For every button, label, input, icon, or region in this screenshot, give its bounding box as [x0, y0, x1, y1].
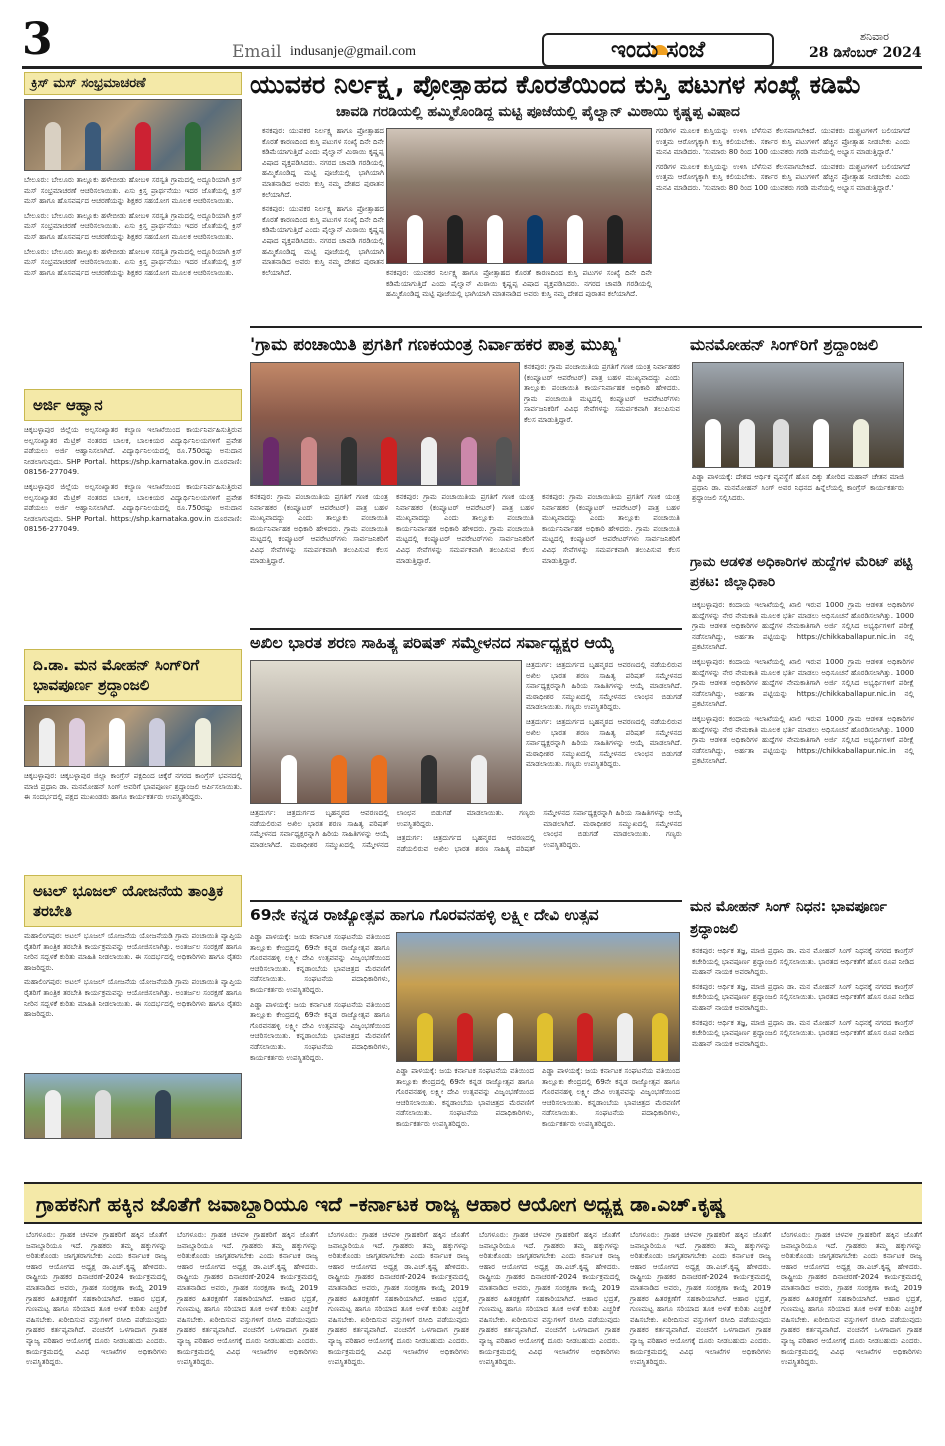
paper-logo — [542, 33, 774, 67]
nidhana-text: ಕನಕಪುರ: ಆರ್ಥಿಕ ತಜ್ಞ, ಮಾಜಿ ಪ್ರಧಾನಿ ಡಾ. ಮನ ಮೋಹನ್ ಸಿಂಗ್ ನಿಧನಕ್ಕೆ ನಗರದ ಕಾಂಗ್ರೆಸ್ ಕಚೇರಿಯಲ್ಲಿ ಭಾವಪೂರ್ಣ ಶ್ರದ್ಧಾಂಜಲಿ ಸಲ್ಲಿಸಲಾಯಿತು. ಭಾರತದ ಆರ್ಥಿಕತೆಗೆ ಹೊಸ ರೂಪ ನೀಡಿದ ಮಹಾನ್ ನಾಯಕ ಅವರಾಗಿದ್ದರು. ಕನಕಪುರ: ಆರ್ಥಿಕ ತಜ್ಞ, ಮಾಜಿ ಪ್ರಧಾನಿ ಡಾ. ಮನ ಮೋಹನ್ ಸಿಂಗ್ ನಿಧನಕ್ಕೆ ನಗರದ ಕಾಂಗ್ರೆಸ್ ಕಚೇರಿಯಲ್ಲಿ ಭಾವಪೂರ್ಣ ಶ್ರದ್ಧಾಂಜಲಿ ಸಲ್ಲಿಸಲಾಯಿತು. ಭಾರತದ ಆರ್ಥಿಕತೆಗೆ ಹೊಸ ರೂಪ ನೀಡಿದ ಮಹಾನ್ ನಾಯಕ ಅವರಾಗಿದ್ದರು. ಕನಕಪುರ: ಆರ್ಥಿಕ ತಜ್ಞ, ಮಾಜಿ ಪ್ರಧಾನಿ ಡಾ. ಮನ ಮೋಹನ್ ಸಿಂಗ್ ನಿಧನಕ್ಕೆ ನಗರದ ಕಾಂಗ್ರೆಸ್ ಕಚೇರಿಯಲ್ಲಿ ಭಾವಪೂರ್ಣ ಶ್ರದ್ಧಾಂಜಲಿ ಸಲ್ಲಿಸಲಾಯಿತು. ಭಾರತದ ಆರ್ಥಿಕತೆಗೆ ಹೊಸ ರೂಪ ನೀಡಿದ ಮಹಾನ್ ನಾಯಕ ಅವರಾಗಿದ್ದರು. — [692, 946, 914, 1048]
lead-subheadline: ಚಾವಡಿ ಗರಡಿಯಲ್ಲಿ ಹಮ್ಮಿಕೊಂಡಿದ್ದ ಮಟ್ಟಿ ಪೂಜೆಯಲ್ಲಿ ಪೈಲ್ವಾನ್ ಮಿಠಾಯಿ ಕೃಷ್ಣಪ್ಪ ವಿಷಾದ — [336, 104, 740, 120]
nidhana-headline: ಮನ ಮೋಹನ್ ಸಿಂಗ್ ನಿಧನ: ಭಾವಪೂರ್ಣ ಶ್ರದ್ಧಾಂಜಲಿ — [690, 899, 887, 937]
bottom-banner — [24, 1182, 922, 1224]
sharana-headline: ಅಖಿಲ ಭಾರತ ಶರಣ ಸಾಹಿತ್ಯ ಪರಿಷತ್ ಸಮ್ಮೇಳನದ ಸರ್ವಾಧ್ಯಕ್ಷರ ಆಯ್ಕೆ — [250, 633, 615, 652]
application-text: ಚಿಕ್ಕಬಳ್ಳಾಪುರ ಜಿಲ್ಲೆಯ ಅಲ್ಪಸಂಖ್ಯಾತರ ಕಲ್ಯಾಣ ಇಲಾಖೆಯಿಂದ ಕಾರ್ಯನಿರ್ವಹಿಸುತ್ತಿರುವ ಅಲ್ಪಸಂಖ್ಯಾತರ ಮೆಟ್ರಿಕ್ ನಂತರದ ಬಾಲಕ, ಬಾಲಕಿಯರ ವಿದ್ಯಾರ್ಥಿನಿಲಯಗಳಿಗೆ ಪ್ರವೇಶ ಪಡೆಯಲು ಅರ್ಜಿ ಆಹ್ವಾನಿಸಲಾಗಿದೆ. ವಿದ್ಯಾರ್ಥಿನಿಲಯದಲ್ಲಿ ರೂ.750ರಷ್ಟು ಅನುದಾನ ನೀಡಲಾಗುವುದು. SHP Portal. https://shp.karnataka.gov.in ದೂರವಾಣಿ: 08156-277049. ಚಿಕ್ಕಬಳ್ಳಾಪುರ ಜಿಲ್ಲೆಯ ಅಲ್ಪಸಂಖ್ಯಾತರ ಕಲ್ಯಾಣ ಇಲಾಖೆಯಿಂದ ಕಾರ್ಯನಿರ್ವಹಿಸುತ್ತಿರುವ ಅಲ್ಪಸಂಖ್ಯಾತರ ಮೆಟ್ರಿಕ್ ನಂತರದ ಬಾಲಕ, ಬಾಲಕಿಯರ ವಿದ್ಯಾರ್ಥಿನಿಲಯಗಳಿಗೆ ಪ್ರವೇಶ ಪಡೆಯಲು ಅರ್ಜಿ ಆಹ್ವಾನಿಸಲಾಗಿದೆ. ವಿದ್ಯಾರ್ಥಿನಿಲಯದಲ್ಲಿ ರೂ.750ರಷ್ಟು ಅನುದಾನ ನೀಡಲಾಗುವುದು. SHP Portal. https://shp.karnataka.gov.in ದೂರವಾಣಿ: 08156-277049. — [24, 425, 242, 534]
issue-date: 28 ಡಿಸೆಂಬರ್ 2024 — [809, 45, 922, 61]
atal-text: ಮಹಾಲಿಂಗಪುರ: ಅಟಲ್ ಭೂಜಲ್ ಯೋಜನೆಯ ಯೋಜನೆಯಡಿ ಗ್ರಾಮ ಪಂಚಾಯಿತಿ ವ್ಯಾಪ್ತಿಯ ರೈತರಿಗೆ ತಾಂತ್ರಿಕ ತರಬೇತಿ ಕಾರ್ಯಕ್ರಮವನ್ನು ಆಯೋಜಿಸಲಾಗಿತ್ತು. ಅಂತರ್ಜಲ ಸಂರಕ್ಷಣೆ ಹಾಗೂ ನೀರಿನ ಸದ್ಬಳಕೆ ಕುರಿತು ಮಾಹಿತಿ ನೀಡಲಾಯಿತು. ಈ ಸಂದರ್ಭದಲ್ಲಿ ಅಧಿಕಾರಿಗಳು ಹಾಗೂ ರೈತರು ಹಾಜರಿದ್ದರು. ಮಹಾಲಿಂಗಪುರ: ಅಟಲ್ ಭೂಜಲ್ ಯೋಜನೆಯ ಯೋಜನೆಯಡಿ ಗ್ರಾಮ ಪಂಚಾಯಿತಿ ವ್ಯಾಪ್ತಿಯ ರೈತರಿಗೆ ತಾಂತ್ರಿಕ ತರಬೇತಿ ಕಾರ್ಯಕ್ರಮವನ್ನು ಆಯೋಜಿಸಲಾಗಿತ್ತು. ಅಂತರ್ಜಲ ಸಂರಕ್ಷಣೆ ಹಾಗೂ ನೀರಿನ ಸದ್ಬಳಕೆ ಕುರಿತು ಮಾಹಿತಿ ನೀಡಲಾಯಿತು. ಈ ಸಂದರ್ಭದಲ್ಲಿ ಅಧಿಕಾರಿಗಳು ಹಾಗೂ ರೈತರು ಹಾಜರಿದ್ದರು. — [24, 931, 242, 1019]
sharana-text-bottom: ಚಿತ್ರದುರ್ಗ: ಚಿತ್ರದುರ್ಗದ ಬೃಹನ್ಮಠದ ಆವರಣದಲ್ಲಿ ನಡೆಯಲಿರುವ ಅಖಿಲ ಭಾರತ ಶರಣ ಸಾಹಿತ್ಯ ಪರಿಷತ್ ಸಮ್ಮೇಳನದ ಸರ್ವಾಧ್ಯಕ್ಷರನ್ನಾಗಿ ಹಿರಿಯ ಸಾಹಿತಿಗಳನ್ನು ಆಯ್ಕೆ ಮಾಡಲಾಗಿದೆ. ಮಠಾಧೀಶರ ಸಮ್ಮುಖದಲ್ಲಿ ಸಮ್ಮೇಳನದ ಲಾಂಛನ ಬಿಡುಗಡೆ ಮಾಡಲಾಯಿತು. ಗಣ್ಯರು ಉಪಸ್ಥಿತರಿದ್ದರು. ಚಿತ್ರದುರ್ಗ: ಚಿತ್ರದುರ್ಗದ ಬೃಹನ್ಮಠದ ಆವರಣದಲ್ಲಿ ನಡೆಯಲಿರುವ ಅಖಿಲ ಭಾರತ ಶರಣ ಸಾಹಿತ್ಯ ಪರಿಷತ್ ಸಮ್ಮೇಳನದ ಸರ್ವಾಧ್ಯಕ್ಷರನ್ನಾಗಿ ಹಿರಿಯ ಸಾಹಿತಿಗಳನ್ನು ಆಯ್ಕೆ ಮಾಡಲಾಗಿದೆ. ಮಠಾಧೀಶರ ಸಮ್ಮುಖದಲ್ಲಿ ಸಮ್ಮೇಳನದ ಲಾಂಛನ ಬಿಡುಗಡೆ ಮಾಡಲಾಯಿತು. ಗಣ್ಯರು ಉಪಸ್ಥಿತರಿದ್ದರು. — [250, 808, 682, 853]
lead-text-left: ಕನಕಪುರ: ಯುವಕರ ನಿರ್ಲಕ್ಷ್ಯ ಹಾಗೂ ಪ್ರೋತ್ಸಾಹದ ಕೊರತೆ ಕಾರಣದಿಂದ ಕುಸ್ತಿ ಪಟುಗಳ ಸಂಖ್ಯೆ ದಿನೇ ದಿನೇ ಕಡಿಮೆಯಾಗುತ್ತಿದೆ ಎಂದು ಪೈಲ್ವಾನ್ ಮಿಠಾಯಿ ಕೃಷ್ಣಪ್ಪ ವಿಷಾದ ವ್ಯಕ್ತಪಡಿಸಿದರು. ನಗರದ ಚಾವಡಿ ಗರಡಿಯಲ್ಲಿ ಹಮ್ಮಿಕೊಂಡಿದ್ದ ಮಟ್ಟಿ ಪೂಜೆಯಲ್ಲಿ ಭಾಗಿಯಾಗಿ ಮಾತನಾಡಿದ ಅವರು ಕುಸ್ತಿ ನಮ್ಮ ದೇಶದ ಪುರಾತನ ಕಲೆಯಾಗಿದೆ. ಕನಕಪುರ: ಯುವಕರ ನಿರ್ಲಕ್ಷ್ಯ ಹಾಗೂ ಪ್ರೋತ್ಸಾಹದ ಕೊರತೆ ಕಾರಣದಿಂದ ಕುಸ್ತಿ ಪಟುಗಳ ಸಂಖ್ಯೆ ದಿನೇ ದಿನೇ ಕಡಿಮೆಯಾಗುತ್ತಿದೆ ಎಂದು ಪೈಲ್ವಾನ್ ಮಿಠಾಯಿ ಕೃಷ್ಣಪ್ಪ ವಿಷಾದ ವ್ಯಕ್ತಪಡಿಸಿದರು. ನಗರದ ಚಾವಡಿ ಗರಡಿಯಲ್ಲಿ ಹಮ್ಮಿಕೊಂಡಿದ್ದ ಮಟ್ಟಿ ಪೂಜೆಯಲ್ಲಿ ಭಾಗಿಯಾಗಿ ಮಾತನಾಡಿದ ಅವರು ಕುಸ್ತಿ ನಮ್ಮ ದೇಶದ ಪುರಾತನ ಕಲೆಯಾಗಿದೆ. — [262, 126, 384, 277]
christmas-text: ಬೇಲೂರು: ಬೇಲೂರು ತಾಲ್ಲೂಕು ಹಳೇಬೀಡು ಹೋಬಳಿ ಸರಸ್ವತಿ ಗ್ರಾಮದಲ್ಲಿ ಅದ್ದೂರಿಯಾಗಿ ಕ್ರಿಸ್ ಮಸ್ ಸಂಭ್ರಮಾಚರಣೆ ಆಚರಿಸಲಾಯಿತು. ಏಸು ಕ್ರಿಸ್ತ ಪ್ರಾರ್ಥನೆಯು ಇದರ ಜೊತೆಯಲ್ಲಿ ಕ್ರಿಸ್ ಮಸ್ ಹಾಗೂ ಹೊಸವರ್ಷದ ಆಚರಣೆಯನ್ನು ಶಿಕ್ಷಕರ ಸಹಯೋಗ ಮೂಲಕ ಆಚರಿಸಲಾಯಿತು. ಬೇಲೂರು: ಬೇಲೂರು ತಾಲ್ಲೂಕು ಹಳೇಬೀಡು ಹೋಬಳಿ ಸರಸ್ವತಿ ಗ್ರಾಮದಲ್ಲಿ ಅದ್ದೂರಿಯಾಗಿ ಕ್ರಿಸ್ ಮಸ್ ಸಂಭ್ರಮಾಚರಣೆ ಆಚರಿಸಲಾಯಿತು. ಏಸು ಕ್ರಿಸ್ತ ಪ್ರಾರ್ಥನೆಯು ಇದರ ಜೊತೆಯಲ್ಲಿ ಕ್ರಿಸ್ ಮಸ್ ಹಾಗೂ ಹೊಸವರ್ಷದ ಆಚರಣೆಯನ್ನು ಶಿಕ್ಷಕರ ಸಹಯೋಗ ಮೂಲಕ ಆಚರಿಸಲಾಯಿತು. ಬೇಲೂರು: ಬೇಲೂರು ತಾಲ್ಲೂಕು ಹಳೇಬೀಡು ಹೋಬಳಿ ಸರಸ್ವತಿ ಗ್ರಾಮದಲ್ಲಿ ಅದ್ದೂರಿಯಾಗಿ ಕ್ರಿಸ್ ಮಸ್ ಸಂಭ್ರಮಾಚರಣೆ ಆಚರಿಸಲಾಯಿತು. ಏಸು ಕ್ರಿಸ್ತ ಪ್ರಾರ್ಥನೆಯು ಇದರ ಜೊತೆಯಲ್ಲಿ ಕ್ರಿಸ್ ಮಸ್ ಹಾಗೂ ಹೊಸವರ್ಷದ ಆಚರಣೆಯನ್ನು ಶಿಕ್ಷಕರ ಸಹಯೋಗ ಮೂಲಕ ಆಚರಿಸಲಾಯಿತು. — [24, 175, 242, 277]
rajyotsava-rule — [250, 900, 682, 902]
rajyotsava-headline: 69ನೇ ಕನ್ನಡ ರಾಜ್ಯೋತ್ಸವ ಹಾಗೂ ಗೊರವನಹಳ್ಳಿ ಲಕ್ಷ್ಮೀ ದೇವಿ ಉತ್ಸವ — [250, 906, 599, 924]
paper-name: ಇಂದು ಸಂಜೆ — [610, 37, 706, 63]
christmas-photo — [24, 99, 242, 171]
manmohan-headline: ಮನಮೋಹನ್ ಸಿಂಗ್‌ರಿಗೆ ಶ್ರದ್ಧಾಂಜಲಿ — [690, 335, 879, 354]
masthead — [0, 0, 945, 70]
bottom-headline: ಗ್ರಾಹಕನಿಗೆ ಹಕ್ಕಿನ ಜೊತೆಗೆ ಜವಾಬ್ದಾರಿಯೂ ಇದೆ –ಕರ್ನಾಟಕ ರಾಜ್ಯ ಆಹಾರ ಆಯೋಗ ಅಧ್ಯಕ್ಷ ಡಾ.ಎಚ್.ಕೃಷ್ಣ — [36, 1192, 726, 1216]
panchayat-photo — [250, 362, 520, 486]
sharana-rule — [250, 628, 682, 630]
application-title: ಅರ್ಜಿ ಆಹ್ವಾನ — [24, 389, 242, 421]
lead-text-bottom: ಕನಕಪುರ: ಯುವಕರ ನಿರ್ಲಕ್ಷ್ಯ ಹಾಗೂ ಪ್ರೋತ್ಸಾಹದ ಕೊರತೆ ಕಾರಣದಿಂದ ಕುಸ್ತಿ ಪಟುಗಳ ಸಂಖ್ಯೆ ದಿನೇ ದಿನೇ ಕಡಿಮೆಯಾಗುತ್ತಿದೆ ಎಂದು ಪೈಲ್ವಾನ್ ಮಿಠಾಯಿ ಕೃಷ್ಣಪ್ಪ ವಿಷಾದ ವ್ಯಕ್ತಪಡಿಸಿದರು. ನಗರದ ಚಾವಡಿ ಗರಡಿಯಲ್ಲಿ ಹಮ್ಮಿಕೊಂಡಿದ್ದ ಮಟ್ಟಿ ಪೂಜೆಯಲ್ಲಿ ಭಾಗಿಯಾಗಿ ಮಾತನಾಡಿದ ಅವರು ಕುಸ್ತಿ ನಮ್ಮ ದೇಶದ ಪುರಾತನ ಕಲೆಯಾಗಿದೆ. — [386, 268, 652, 299]
christmas-title: ಕ್ರಿಸ್ ಮಸ್ ಸಂಭ್ರಮಾಚರಣೆ — [24, 72, 242, 95]
sharana-text-right: ಚಿತ್ರದುರ್ಗ: ಚಿತ್ರದುರ್ಗದ ಬೃಹನ್ಮಠದ ಆವರಣದಲ್ಲಿ ನಡೆಯಲಿರುವ ಅಖಿಲ ಭಾರತ ಶರಣ ಸಾಹಿತ್ಯ ಪರಿಷತ್ ಸಮ್ಮೇಳನದ ಸರ್ವಾಧ್ಯಕ್ಷರನ್ನಾಗಿ ಹಿರಿಯ ಸಾಹಿತಿಗಳನ್ನು ಆಯ್ಕೆ ಮಾಡಲಾಗಿದೆ. ಮಠಾಧೀಶರ ಸಮ್ಮುಖದಲ್ಲಿ ಸಮ್ಮೇಳನದ ಲಾಂಛನ ಬಿಡುಗಡೆ ಮಾಡಲಾಯಿತು. ಗಣ್ಯರು ಉಪಸ್ಥಿತರಿದ್ದರು. ಚಿತ್ರದುರ್ಗ: ಚಿತ್ರದುರ್ಗದ ಬೃಹನ್ಮಠದ ಆವರಣದಲ್ಲಿ ನಡೆಯಲಿರುವ ಅಖಿಲ ಭಾರತ ಶರಣ ಸಾಹಿತ್ಯ ಪರಿಷತ್ ಸಮ್ಮೇಳನದ ಸರ್ವಾಧ್ಯಕ್ಷರನ್ನಾಗಿ ಹಿರಿಯ ಸಾಹಿತಿಗಳನ್ನು ಆಯ್ಕೆ ಮಾಡಲಾಗಿದೆ. ಮಠಾಧೀಶರ ಸಮ್ಮುಖದಲ್ಲಿ ಸಮ್ಮೇಳನದ ಲಾಂಛನ ಬಿಡುಗಡೆ ಮಾಡಲಾಯಿತು. ಗಣ್ಯರು ಉಪಸ್ಥಿತರಿದ್ದರು. — [526, 660, 682, 769]
tribute-photo — [24, 705, 242, 767]
rajyotsava-text-bottom: ಪಿಡ್ಡಾ ಪಾಳಯಕ್ಕೆ: ಜಯ ಕರ್ನಾಟಕ ಸಂಘಟನೆಯ ವತಿಯಿಂದ ತಾಲ್ಲೂಕು ಕೇಂದ್ರದಲ್ಲಿ 69ನೇ ಕನ್ನಡ ರಾಜ್ಯೋತ್ಸವ ಹಾಗೂ ಗೊರವನಹಳ್ಳಿ ಲಕ್ಷ್ಮೀ ದೇವಿ ಉತ್ಸವವನ್ನು ವಿಜೃಂಭಣೆಯಿಂದ ಆಚರಿಸಲಾಯಿತು. ಕನ್ನಡಾಂಬೆಯ ಭಾವಚಿತ್ರದ ಮೆರವಣಿಗೆ ನಡೆಸಲಾಯಿತು. ಸಂಘಟನೆಯ ಪದಾಧಿಕಾರಿಗಳು, ಕಾರ್ಯಕರ್ತರು ಉಪಸ್ಥಿತರಿದ್ದರು. ಪಿಡ್ಡಾ ಪಾಳಯಕ್ಕೆ: ಜಯ ಕರ್ನಾಟಕ ಸಂಘಟನೆಯ ವತಿಯಿಂದ ತಾಲ್ಲೂಕು ಕೇಂದ್ರದಲ್ಲಿ 69ನೇ ಕನ್ನಡ ರಾಜ್ಯೋತ್ಸವ ಹಾಗೂ ಗೊರವನಹಳ್ಳಿ ಲಕ್ಷ್ಮೀ ದೇವಿ ಉತ್ಸವವನ್ನು ವಿಜೃಂಭಣೆಯಿಂದ ಆಚರಿಸಲಾಯಿತು. ಕನ್ನಡಾಂಬೆಯ ಭಾವಚಿತ್ರದ ಮೆರವಣಿಗೆ ನಡೆಸಲಾಯಿತು. ಸಂಘಟನೆಯ ಪದಾಧಿಕಾರಿಗಳು, ಕಾರ್ಯಕರ್ತರು ಉಪಸ್ಥಿತರಿದ್ದರು. — [396, 1066, 680, 1128]
sharana-photo — [250, 660, 522, 804]
merit-text: ಚಿಕ್ಕಬಳ್ಳಾಪುರ: ಕಂದಾಯ ಇಲಾಖೆಯಲ್ಲಿ ಖಾಲಿ ಇರುವ 1000 ಗ್ರಾಮ ಆಡಳಿತ ಅಧಿಕಾರಿಗಳ ಹುದ್ದೆಗಳನ್ನು ನೇರ ನೇಮಕಾತಿ ಮೂಲಕ ಭರ್ತಿ ಮಾಡಲು ಅಧಿಸೂಚನೆ ಹೊರಡಿಸಲಾಗಿತ್ತು. 1000 ಗ್ರಾಮ ಆಡಳಿತ ಅಧಿಕಾರಿಗಳ ಹುದ್ದೆಗಳ ನೇಮಕಾತಿಗಾಗಿ ಅರ್ಜಿ ಸಲ್ಲಿಸಿದ ಅಭ್ಯರ್ಥಿಗಳಿಗೆ ಪರೀಕ್ಷೆ ನಡೆಸಲಾಗಿದ್ದು, ಅರ್ಹತಾ ಪಟ್ಟಿಯನ್ನು https://chikkaballapur.nic.in ನಲ್ಲಿ ಪ್ರಕಟಿಸಲಾಗಿದೆ. ಚಿಕ್ಕಬಳ್ಳಾಪುರ: ಕಂದಾಯ ಇಲಾಖೆಯಲ್ಲಿ ಖಾಲಿ ಇರುವ 1000 ಗ್ರಾಮ ಆಡಳಿತ ಅಧಿಕಾರಿಗಳ ಹುದ್ದೆಗಳನ್ನು ನೇರ ನೇಮಕಾತಿ ಮೂಲಕ ಭರ್ತಿ ಮಾಡಲು ಅಧಿಸೂಚನೆ ಹೊರಡಿಸಲಾಗಿತ್ತು. 1000 ಗ್ರಾಮ ಆಡಳಿತ ಅಧಿಕಾರಿಗಳ ಹುದ್ದೆಗಳ ನೇಮಕಾತಿಗಾಗಿ ಅರ್ಜಿ ಸಲ್ಲಿಸಿದ ಅಭ್ಯರ್ಥಿಗಳಿಗೆ ಪರೀಕ್ಷೆ ನಡೆಸಲಾಗಿದ್ದು, ಅರ್ಹತಾ ಪಟ್ಟಿಯನ್ನು https://chikkaballapur.nic.in ನಲ್ಲಿ ಪ್ರಕಟಿಸಲಾಗಿದೆ. ಚಿಕ್ಕಬಳ್ಳಾಪುರ: ಕಂದಾಯ ಇಲಾಖೆಯಲ್ಲಿ ಖಾಲಿ ಇರುವ 1000 ಗ್ರಾಮ ಆಡಳಿತ ಅಧಿಕಾರಿಗಳ ಹುದ್ದೆಗಳನ್ನು ನೇರ ನೇಮಕಾತಿ ಮೂಲಕ ಭರ್ತಿ ಮಾಡಲು ಅಧಿಸೂಚನೆ ಹೊರಡಿಸಲಾಗಿತ್ತು. 1000 ಗ್ರಾಮ ಆಡಳಿತ ಅಧಿಕಾರಿಗಳ ಹುದ್ದೆಗಳ ನೇಮಕಾತಿಗಾಗಿ ಅರ್ಜಿ ಸಲ್ಲಿಸಿದ ಅಭ್ಯರ್ಥಿಗಳಿಗೆ ಪರೀಕ್ಷೆ ನಡೆಸಲಾಗಿದ್ದು, ಅರ್ಹತಾ ಪಟ್ಟಿಯನ್ನು https://chikkaballapur.nic.in ನಲ್ಲಿ ಪ್ರಕಟಿಸಲಾಗಿದೆ. — [692, 600, 914, 766]
panchayat-headline: 'ಗ್ರಾಮ ಪಂಚಾಯಿತಿ ಪ್ರಗತಿಗೆ ಗಣಕಯಂತ್ರ ನಿರ್ವಾಹಕರ ಪಾತ್ರ ಮುಖ್ಯ' — [250, 335, 622, 355]
lead-headline: ಯುವಕರ ನಿರ್ಲಕ್ಷ್ಯ, ಪ್ರೋತ್ಸಾಹದ ಕೊರತೆಯಿಂದ ಕುಸ್ತಿ ಪಟುಗಳ ಸಂಖ್ಯೆ ಕಡಿಮೆ — [250, 70, 862, 99]
page-number: 3 — [22, 14, 53, 65]
rajyotsava-photo — [396, 932, 680, 1062]
email-address: indusanje@gmail.com — [290, 44, 417, 59]
lead-text-right: ಗರಡಿಗಳ ಮೂಲಕ ಕುಸ್ತಿಯನ್ನು ಉಳಿಸಿ ಬೆಳೆಸುವ ಕೆಲಸವಾಗಬೇಕಿದೆ. ಯುವಕರು ದುಶ್ಚಟಗಳಿಗೆ ಬಲಿಯಾಗದೆ ಉತ್ತಮ ಆರೋಗ್ಯಕ್ಕಾಗಿ ಕುಸ್ತಿ ಕಲಿಯಬೇಕು. ಸರ್ಕಾರ ಕುಸ್ತಿ ಪಟುಗಳಿಗೆ ಹೆಚ್ಚಿನ ಪ್ರೋತ್ಸಾಹ ನೀಡಬೇಕು ಎಂದು ಮನವಿ ಮಾಡಿದರು. 'ಸುಮಾರು 80 ರಿಂದ 100 ಯುವಕರು ಗರಡಿ ಮನೆಯಲ್ಲಿ ಅಭ್ಯಾಸ ಮಾಡುತ್ತಿದ್ದಾರೆ.' ಗರಡಿಗಳ ಮೂಲಕ ಕುಸ್ತಿಯನ್ನು ಉಳಿಸಿ ಬೆಳೆಸುವ ಕೆಲಸವಾಗಬೇಕಿದೆ. ಯುವಕರು ದುಶ್ಚಟಗಳಿಗೆ ಬಲಿಯಾಗದೆ ಉತ್ತಮ ಆರೋಗ್ಯಕ್ಕಾಗಿ ಕುಸ್ತಿ ಕಲಿಯಬೇಕು. ಸರ್ಕಾರ ಕುಸ್ತಿ ಪಟುಗಳಿಗೆ ಹೆಚ್ಚಿನ ಪ್ರೋತ್ಸಾಹ ನೀಡಬೇಕು ಎಂದು ಮನವಿ ಮಾಡಿದರು. 'ಸುಮಾರು 80 ರಿಂದ 100 ಯುವಕರು ಗರಡಿ ಮನೆಯಲ್ಲಿ ಅಭ್ಯಾಸ ಮಾಡುತ್ತಿದ್ದಾರೆ.' — [656, 126, 910, 192]
sidebar — [24, 72, 242, 1172]
masthead-rule — [22, 66, 922, 69]
email-label: Email — [232, 42, 282, 62]
rajyotsava-text-left: ಪಿಡ್ಡಾ ಪಾಳಯಕ್ಕೆ: ಜಯ ಕರ್ನಾಟಕ ಸಂಘಟನೆಯ ವತಿಯಿಂದ ತಾಲ್ಲೂಕು ಕೇಂದ್ರದಲ್ಲಿ 69ನೇ ಕನ್ನಡ ರಾಜ್ಯೋತ್ಸವ ಹಾಗೂ ಗೊರವನಹಳ್ಳಿ ಲಕ್ಷ್ಮೀ ದೇವಿ ಉತ್ಸವವನ್ನು ವಿಜೃಂಭಣೆಯಿಂದ ಆಚರಿಸಲಾಯಿತು. ಕನ್ನಡಾಂಬೆಯ ಭಾವಚಿತ್ರದ ಮೆರವಣಿಗೆ ನಡೆಸಲಾಯಿತು. ಸಂಘಟನೆಯ ಪದಾಧಿಕಾರಿಗಳು, ಕಾರ್ಯಕರ್ತರು ಉಪಸ್ಥಿತರಿದ್ದರು. ಪಿಡ್ಡಾ ಪಾಳಯಕ್ಕೆ: ಜಯ ಕರ್ನಾಟಕ ಸಂಘಟನೆಯ ವತಿಯಿಂದ ತಾಲ್ಲೂಕು ಕೇಂದ್ರದಲ್ಲಿ 69ನೇ ಕನ್ನಡ ರಾಜ್ಯೋತ್ಸವ ಹಾಗೂ ಗೊರವನಹಳ್ಳಿ ಲಕ್ಷ್ಮೀ ದೇವಿ ಉತ್ಸವವನ್ನು ವಿಜೃಂಭಣೆಯಿಂದ ಆಚರಿಸಲಾಯಿತು. ಕನ್ನಡಾಂಬೆಯ ಭಾವಚಿತ್ರದ ಮೆರವಣಿಗೆ ನಡೆಸಲಾಯಿತು. ಸಂಘಟನೆಯ ಪದಾಧಿಕಾರಿಗಳು, ಕಾರ್ಯಕರ್ತರು ಉಪಸ್ಥಿತರಿದ್ದರು. — [250, 932, 390, 1062]
merit-headline: ಗ್ರಾಮ ಆಡಳಿತ ಅಧಿಕಾರಿಗಳ ಹುದ್ದೆಗಳ ಮೆರಿಟ್ ಪಟ್ಟಿ ಪ್ರಕಟ: ಜಿಲ್ಲಾಧಿಕಾರಿ — [690, 554, 913, 590]
atal-title: ಅಟಲ್ ಭೂಜಲ್ ಯೋಜನೆಯ ತಾಂತ್ರಿಕ ತರಬೇತಿ — [24, 875, 242, 927]
tribute-title: ದಿ.ಡಾ. ಮನ ಮೋಹನ್ ಸಿಂಗ್‌ರಿಗೆ ಭಾವಪೂರ್ಣ ಶ್ರದ್ಧಾಂಜಲಿ — [24, 649, 242, 701]
panchayat-text-right: ಕನಕಪುರ: ಗ್ರಾಮ ಪಂಚಾಯಿತಿಯ ಪ್ರಗತಿಗೆ ಗಣಕ ಯಂತ್ರ ನಿರ್ವಾಹಕರ (ಕಂಪ್ಯೂಟರ್ ಆಪರೇಟರ್) ಪಾತ್ರ ಬಹಳ ಮುಖ್ಯವಾದದ್ದು ಎಂದು ತಾಲ್ಲೂಕು ಪಂಚಾಯಿತಿ ಕಾರ್ಯನಿರ್ವಾಹಕ ಅಧಿಕಾರಿ ಹೇಳಿದರು. ಗ್ರಾಮ ಪಂಚಾಯಿತಿ ಮಟ್ಟದಲ್ಲಿ ಕಂಪ್ಯೂಟರ್ ಆಪರೇಟರ್‌ಗಳು ಸಾರ್ವಜನಿಕರಿಗೆ ವಿವಿಧ ಸೇವೆಗಳನ್ನು ಸಮರ್ಪಕವಾಗಿ ತಲುಪಿಸುವ ಕೆಲಸ ಮಾಡುತ್ತಿದ್ದಾರೆ. — [524, 362, 680, 424]
manmohan-text: ಪಿಡ್ಡಾ ಪಾಳಯಕ್ಕೆ: ದೇಶದ ಆರ್ಥಿಕ ವ್ಯವಸ್ಥೆಗೆ ಹೊಸ ದಿಕ್ಕು ತೋರಿದ ಮಹಾನ್ ಚೇತನ ಮಾಜಿ ಪ್ರಧಾನಿ ಡಾ. ಮನಮೋಹನ್ ಸಿಂಗ್ ಅವರ ನಿಧನದ ಹಿನ್ನೆಲೆಯಲ್ಲಿ ಕಾಂಗ್ರೆಸ್ ಕಾರ್ಯಕರ್ತರು ಶ್ರದ್ಧಾಂಜಲಿ ಸಲ್ಲಿಸಿದರು. — [692, 472, 904, 503]
wrestling-photo — [386, 128, 652, 264]
panchayat-text-bottom: ಕನಕಪುರ: ಗ್ರಾಮ ಪಂಚಾಯಿತಿಯ ಪ್ರಗತಿಗೆ ಗಣಕ ಯಂತ್ರ ನಿರ್ವಾಹಕರ (ಕಂಪ್ಯೂಟರ್ ಆಪರೇಟರ್) ಪಾತ್ರ ಬಹಳ ಮುಖ್ಯವಾದದ್ದು ಎಂದು ತಾಲ್ಲೂಕು ಪಂಚಾಯಿತಿ ಕಾರ್ಯನಿರ್ವಾಹಕ ಅಧಿಕಾರಿ ಹೇಳಿದರು. ಗ್ರಾಮ ಪಂಚಾಯಿತಿ ಮಟ್ಟದಲ್ಲಿ ಕಂಪ್ಯೂಟರ್ ಆಪರೇಟರ್‌ಗಳು ಸಾರ್ವಜನಿಕರಿಗೆ ವಿವಿಧ ಸೇವೆಗಳನ್ನು ಸಮರ್ಪಕವಾಗಿ ತಲುಪಿಸುವ ಕೆಲಸ ಮಾಡುತ್ತಿದ್ದಾರೆ. ಕನಕಪುರ: ಗ್ರಾಮ ಪಂಚಾಯಿತಿಯ ಪ್ರಗತಿಗೆ ಗಣಕ ಯಂತ್ರ ನಿರ್ವಾಹಕರ (ಕಂಪ್ಯೂಟರ್ ಆಪರೇಟರ್) ಪಾತ್ರ ಬಹಳ ಮುಖ್ಯವಾದದ್ದು ಎಂದು ತಾಲ್ಲೂಕು ಪಂಚಾಯಿತಿ ಕಾರ್ಯನಿರ್ವಾಹಕ ಅಧಿಕಾರಿ ಹೇಳಿದರು. ಗ್ರಾಮ ಪಂಚಾಯಿತಿ ಮಟ್ಟದಲ್ಲಿ ಕಂಪ್ಯೂಟರ್ ಆಪರೇಟರ್‌ಗಳು ಸಾರ್ವಜನಿಕರಿಗೆ ವಿವಿಧ ಸೇವೆಗಳನ್ನು ಸಮರ್ಪಕವಾಗಿ ತಲುಪಿಸುವ ಕೆಲಸ ಮಾಡುತ್ತಿದ್ದಾರೆ. ಕನಕಪುರ: ಗ್ರಾಮ ಪಂಚಾಯಿತಿಯ ಪ್ರಗತಿಗೆ ಗಣಕ ಯಂತ್ರ ನಿರ್ವಾಹಕರ (ಕಂಪ್ಯೂಟರ್ ಆಪರೇಟರ್) ಪಾತ್ರ ಬಹಳ ಮುಖ್ಯವಾದದ್ದು ಎಂದು ತಾಲ್ಲೂಕು ಪಂಚಾಯಿತಿ ಕಾರ್ಯನಿರ್ವಾಹಕ ಅಧಿಕಾರಿ ಹೇಳಿದರು. ಗ್ರಾಮ ಪಂಚಾಯಿತಿ ಮಟ್ಟದಲ್ಲಿ ಕಂಪ್ಯೂಟರ್ ಆಪರೇಟರ್‌ಗಳು ಸಾರ್ವಜನಿಕರಿಗೆ ವಿವಿಧ ಸೇವೆಗಳನ್ನು ಸಮರ್ಪಕವಾಗಿ ತಲುಪಿಸುವ ಕೆಲಸ ಮಾಡುತ್ತಿದ್ದಾರೆ. — [250, 492, 680, 565]
bottom-text: ಬೆಂಗಳೂರು: ಗ್ರಾಹಕ ಚಳವಳಿ ಗ್ರಾಹಕರಿಗೆ ಹಕ್ಕಿನ ಜೊತೆಗೆ ಜವಾಬ್ದಾರಿಯೂ ಇದೆ. ಗ್ರಾಹಕರು ತಮ್ಮ ಹಕ್ಕುಗಳನ್ನು ಅರಿತುಕೊಂಡು ಜಾಗೃತರಾಗಬೇಕು ಎಂದು ಕರ್ನಾಟಕ ರಾಜ್ಯ ಆಹಾರ ಆಯೋಗದ ಅಧ್ಯಕ್ಷ ಡಾ.ಎಚ್.ಕೃಷ್ಣ ಹೇಳಿದರು. ರಾಷ್ಟ್ರೀಯ ಗ್ರಾಹಕರ ದಿನಾಚರಣೆ-2024 ಕಾರ್ಯಕ್ರಮದಲ್ಲಿ ಮಾತನಾಡಿದ ಅವರು, ಗ್ರಾಹಕ ಸಂರಕ್ಷಣಾ ಕಾಯ್ದೆ 2019 ಗ್ರಾಹಕರ ಹಿತರಕ್ಷಣೆಗೆ ಸಹಕಾರಿಯಾಗಿದೆ. ಆಹಾರ ಭದ್ರತೆ, ಗುಣಮಟ್ಟ ಹಾಗೂ ಸರಿಯಾದ ತೂಕ ಅಳತೆ ಕುರಿತು ಎಚ್ಚರಿಕೆ ವಹಿಸಬೇಕು. ಖರೀದಿಸುವ ವಸ್ತುಗಳಿಗೆ ರಸೀದಿ ಪಡೆಯುವುದು ಗ್ರಾಹಕರ ಕರ್ತವ್ಯವಾಗಿದೆ. ವಂಚನೆಗೆ ಒಳಗಾದಾಗ ಗ್ರಾಹಕ ವ್ಯಾಜ್ಯ ಪರಿಹಾರ ಆಯೋಗಕ್ಕೆ ದೂರು ನೀಡಬಹುದು ಎಂದರು. ಕಾರ್ಯಕ್ರಮದಲ್ಲಿ ವಿವಿಧ ಇಲಾಖೆಗಳ ಅಧಿಕಾರಿಗಳು ಉಪಸ್ಥಿತರಿದ್ದರು. ಬೆಂಗಳೂರು: ಗ್ರಾಹಕ ಚಳವಳಿ ಗ್ರಾಹಕರಿಗೆ ಹಕ್ಕಿನ ಜೊತೆಗೆ ಜವಾಬ್ದಾರಿಯೂ ಇದೆ. ಗ್ರಾಹಕರು ತಮ್ಮ ಹಕ್ಕುಗಳನ್ನು ಅರಿತುಕೊಂಡು ಜಾಗೃತರಾಗಬೇಕು ಎಂದು ಕರ್ನಾಟಕ ರಾಜ್ಯ ಆಹಾರ ಆಯೋಗದ ಅಧ್ಯಕ್ಷ ಡಾ.ಎಚ್.ಕೃಷ್ಣ ಹೇಳಿದರು. ರಾಷ್ಟ್ರೀಯ ಗ್ರಾಹಕರ ದಿನಾಚರಣೆ-2024 ಕಾರ್ಯಕ್ರಮದಲ್ಲಿ ಮಾತನಾಡಿದ ಅವರು, ಗ್ರಾಹಕ ಸಂರಕ್ಷಣಾ ಕಾಯ್ದೆ 2019 ಗ್ರಾಹಕರ ಹಿತರಕ್ಷಣೆಗೆ ಸಹಕಾರಿಯಾಗಿದೆ. ಆಹಾರ ಭದ್ರತೆ, ಗುಣಮಟ್ಟ ಹಾಗೂ ಸರಿಯಾದ ತೂಕ ಅಳತೆ ಕುರಿತು ಎಚ್ಚರಿಕೆ ವಹಿಸಬೇಕು. ಖರೀದಿಸುವ ವಸ್ತುಗಳಿಗೆ ರಸೀದಿ ಪಡೆಯುವುದು ಗ್ರಾಹಕರ ಕರ್ತವ್ಯವಾಗಿದೆ. ವಂಚನೆಗೆ ಒಳಗಾದಾಗ ಗ್ರಾಹಕ ವ್ಯಾಜ್ಯ ಪರಿಹಾರ ಆಯೋಗಕ್ಕೆ ದೂರು ನೀಡಬಹುದು ಎಂದರು. ಕಾರ್ಯಕ್ರಮದಲ್ಲಿ ವಿವಿಧ ಇಲಾಖೆಗಳ ಅಧಿಕಾರಿಗಳು ಉಪಸ್ಥಿತರಿದ್ದರು. ಬೆಂಗಳೂರು: ಗ್ರಾಹಕ ಚಳವಳಿ ಗ್ರಾಹಕರಿಗೆ ಹಕ್ಕಿನ ಜೊತೆಗೆ ಜವಾಬ್ದಾರಿಯೂ ಇದೆ. ಗ್ರಾಹಕರು ತಮ್ಮ ಹಕ್ಕುಗಳನ್ನು ಅರಿತುಕೊಂಡು ಜಾಗೃತರಾಗಬೇಕು ಎಂದು ಕರ್ನಾಟಕ ರಾಜ್ಯ ಆಹಾರ ಆಯೋಗದ ಅಧ್ಯಕ್ಷ ಡಾ.ಎಚ್.ಕೃಷ್ಣ ಹೇಳಿದರು. ರಾಷ್ಟ್ರೀಯ ಗ್ರಾಹಕರ ದಿನಾಚರಣೆ-2024 ಕಾರ್ಯಕ್ರಮದಲ್ಲಿ ಮಾತನಾಡಿದ ಅವರು, ಗ್ರಾಹಕ ಸಂರಕ್ಷಣಾ ಕಾಯ್ದೆ 2019 ಗ್ರಾಹಕರ ಹಿತರಕ್ಷಣೆಗೆ ಸಹಕಾರಿಯಾಗಿದೆ. ಆಹಾರ ಭದ್ರತೆ, ಗುಣಮಟ್ಟ ಹಾಗೂ ಸರಿಯಾದ ತೂಕ ಅಳತೆ ಕುರಿತು ಎಚ್ಚರಿಕೆ ವಹಿಸಬೇಕು. ಖರೀದಿಸುವ ವಸ್ತುಗಳಿಗೆ ರಸೀದಿ ಪಡೆಯುವುದು ಗ್ರಾಹಕರ ಕರ್ತವ್ಯವಾಗಿದೆ. ವಂಚನೆಗೆ ಒಳಗಾದಾಗ ಗ್ರಾಹಕ ವ್ಯಾಜ್ಯ ಪರಿಹಾರ ಆಯೋಗಕ್ಕೆ ದೂರು ನೀಡಬಹುದು ಎಂದರು. ಕಾರ್ಯಕ್ರಮದಲ್ಲಿ ವಿವಿಧ ಇಲಾಖೆಗಳ ಅಧಿಕಾರಿಗಳು ಉಪಸ್ಥಿತರಿದ್ದರು. ಬೆಂಗಳೂರು: ಗ್ರಾಹಕ ಚಳವಳಿ ಗ್ರಾಹಕರಿಗೆ ಹಕ್ಕಿನ ಜೊತೆಗೆ ಜವಾಬ್ದಾರಿಯೂ ಇದೆ. ಗ್ರಾಹಕರು ತಮ್ಮ ಹಕ್ಕುಗಳನ್ನು ಅರಿತುಕೊಂಡು ಜಾಗೃತರಾಗಬೇಕು ಎಂದು ಕರ್ನಾಟಕ ರಾಜ್ಯ ಆಹಾರ ಆಯೋಗದ ಅಧ್ಯಕ್ಷ ಡಾ.ಎಚ್.ಕೃಷ್ಣ ಹೇಳಿದರು. ರಾಷ್ಟ್ರೀಯ ಗ್ರಾಹಕರ ದಿನಾಚರಣೆ-2024 ಕಾರ್ಯಕ್ರಮದಲ್ಲಿ ಮಾತನಾಡಿದ ಅವರು, ಗ್ರಾಹಕ ಸಂರಕ್ಷಣಾ ಕಾಯ್ದೆ 2019 ಗ್ರಾಹಕರ ಹಿತರಕ್ಷಣೆಗೆ ಸಹಕಾರಿಯಾಗಿದೆ. ಆಹಾರ ಭದ್ರತೆ, ಗುಣಮಟ್ಟ ಹಾಗೂ ಸರಿಯಾದ ತೂಕ ಅಳತೆ ಕುರಿತು ಎಚ್ಚರಿಕೆ ವಹಿಸಬೇಕು. ಖರೀದಿಸುವ ವಸ್ತುಗಳಿಗೆ ರಸೀದಿ ಪಡೆಯುವುದು ಗ್ರಾಹಕರ ಕರ್ತವ್ಯವಾಗಿದೆ. ವಂಚನೆಗೆ ಒಳಗಾದಾಗ ಗ್ರಾಹಕ ವ್ಯಾಜ್ಯ ಪರಿಹಾರ ಆಯೋಗಕ್ಕೆ ದೂರು ನೀಡಬಹುದು ಎಂದರು. ಕಾರ್ಯಕ್ರಮದಲ್ಲಿ ವಿವಿಧ ಇಲಾಖೆಗಳ ಅಧಿಕಾರಿಗಳು ಉಪಸ್ಥಿತರಿದ್ದರು. ಬೆಂಗಳೂರು: ಗ್ರಾಹಕ ಚಳವಳಿ ಗ್ರಾಹಕರಿಗೆ ಹಕ್ಕಿನ ಜೊತೆಗೆ ಜವಾಬ್ದಾರಿಯೂ ಇದೆ. ಗ್ರಾಹಕರು ತಮ್ಮ ಹಕ್ಕುಗಳನ್ನು ಅರಿತುಕೊಂಡು ಜಾಗೃತರಾಗಬೇಕು ಎಂದು ಕರ್ನಾಟಕ ರಾಜ್ಯ ಆಹಾರ ಆಯೋಗದ ಅಧ್ಯಕ್ಷ ಡಾ.ಎಚ್.ಕೃಷ್ಣ ಹೇಳಿದರು. ರಾಷ್ಟ್ರೀಯ ಗ್ರಾಹಕರ ದಿನಾಚರಣೆ-2024 ಕಾರ್ಯಕ್ರಮದಲ್ಲಿ ಮಾತನಾಡಿದ ಅವರು, ಗ್ರಾಹಕ ಸಂರಕ್ಷಣಾ ಕಾಯ್ದೆ 2019 ಗ್ರಾಹಕರ ಹಿತರಕ್ಷಣೆಗೆ ಸಹಕಾರಿಯಾಗಿದೆ. ಆಹಾರ ಭದ್ರತೆ, ಗುಣಮಟ್ಟ ಹಾಗೂ ಸರಿಯಾದ ತೂಕ ಅಳತೆ ಕುರಿತು ಎಚ್ಚರಿಕೆ ವಹಿಸಬೇಕು. ಖರೀದಿಸುವ ವಸ್ತುಗಳಿಗೆ ರಸೀದಿ ಪಡೆಯುವುದು ಗ್ರಾಹಕರ ಕರ್ತವ್ಯವಾಗಿದೆ. ವಂಚನೆಗೆ ಒಳಗಾದಾಗ ಗ್ರಾಹಕ ವ್ಯಾಜ್ಯ ಪರಿಹಾರ ಆಯೋಗಕ್ಕೆ ದೂರು ನೀಡಬಹುದು ಎಂದರು. ಕಾರ್ಯಕ್ರಮದಲ್ಲಿ ವಿವಿಧ ಇಲಾಖೆಗಳ ಅಧಿಕಾರಿಗಳು ಉಪಸ್ಥಿತರಿದ್ದರು. ಬೆಂಗಳೂರು: ಗ್ರಾಹಕ ಚಳವಳಿ ಗ್ರಾಹಕರಿಗೆ ಹಕ್ಕಿನ ಜೊತೆಗೆ ಜವಾಬ್ದಾರಿಯೂ ಇದೆ. ಗ್ರಾಹಕರು ತಮ್ಮ ಹಕ್ಕುಗಳನ್ನು ಅರಿತುಕೊಂಡು ಜಾಗೃತರಾಗಬೇಕು ಎಂದು ಕರ್ನಾಟಕ ರಾಜ್ಯ ಆಹಾರ ಆಯೋಗದ ಅಧ್ಯಕ್ಷ ಡಾ.ಎಚ್.ಕೃಷ್ಣ ಹೇಳಿದರು. ರಾಷ್ಟ್ರೀಯ ಗ್ರಾಹಕರ ದಿನಾಚರಣೆ-2024 ಕಾರ್ಯಕ್ರಮದಲ್ಲಿ ಮಾತನಾಡಿದ ಅವರು, ಗ್ರಾಹಕ ಸಂರಕ್ಷಣಾ ಕಾಯ್ದೆ 2019 ಗ್ರಾಹಕರ ಹಿತರಕ್ಷಣೆಗೆ ಸಹಕಾರಿಯಾಗಿದೆ. ಆಹಾರ ಭದ್ರತೆ, ಗುಣಮಟ್ಟ ಹಾಗೂ ಸರಿಯಾದ ತೂಕ ಅಳತೆ ಕುರಿತು ಎಚ್ಚರಿಕೆ ವಹಿಸಬೇಕು. ಖರೀದಿಸುವ ವಸ್ತುಗಳಿಗೆ ರಸೀದಿ ಪಡೆಯುವುದು ಗ್ರಾಹಕರ ಕರ್ತವ್ಯವಾಗಿದೆ. ವಂಚನೆಗೆ ಒಳಗಾದಾಗ ಗ್ರಾಹಕ ವ್ಯಾಜ್ಯ ಪರಿಹಾರ ಆಯೋಗಕ್ಕೆ ದೂರು ನೀಡಬಹುದು ಎಂದರು. ಕಾರ್ಯಕ್ರಮದಲ್ಲಿ ವಿವಿಧ ಇಲಾಖೆಗಳ ಅಧಿಕಾರಿಗಳು ಉಪಸ್ಥಿತರಿದ್ದರು. — [26, 1230, 922, 1367]
issue-day: ಶನಿವಾರ — [860, 30, 889, 43]
tribute-text: ಚಿಕ್ಕಬಳ್ಳಾಪುರ: ಚಿಕ್ಕಬಳ್ಳಾಪುರ ಜಿಲ್ಲಾ ಕಾಂಗ್ರೆಸ್ ಪಕ್ಷದಿಂದ ಚಿಕ್ಕೆರೆ ನಗರದ ಕಾಂಗ್ರೆಸ್ ಭವನದಲ್ಲಿ ಮಾಜಿ ಪ್ರಧಾನಿ ಡಾ. ಮನಮೋಹನ್ ಸಿಂಗ್ ಅವರಿಗೆ ಭಾವಪೂರ್ಣ ಶ್ರದ್ಧಾಂಜಲಿ ಅರ್ಪಿಸಲಾಯಿತು. ಈ ಸಂದರ್ಭದಲ್ಲಿ ಪಕ್ಷದ ಮುಖಂಡರು ಹಾಗೂ ಕಾರ್ಯಕರ್ತರು ಉಪಸ್ಥಿತರಿದ್ದರು. — [24, 771, 242, 802]
lead-rule — [250, 326, 922, 328]
atal-photo — [24, 1073, 242, 1139]
manmohan-photo — [692, 362, 904, 468]
